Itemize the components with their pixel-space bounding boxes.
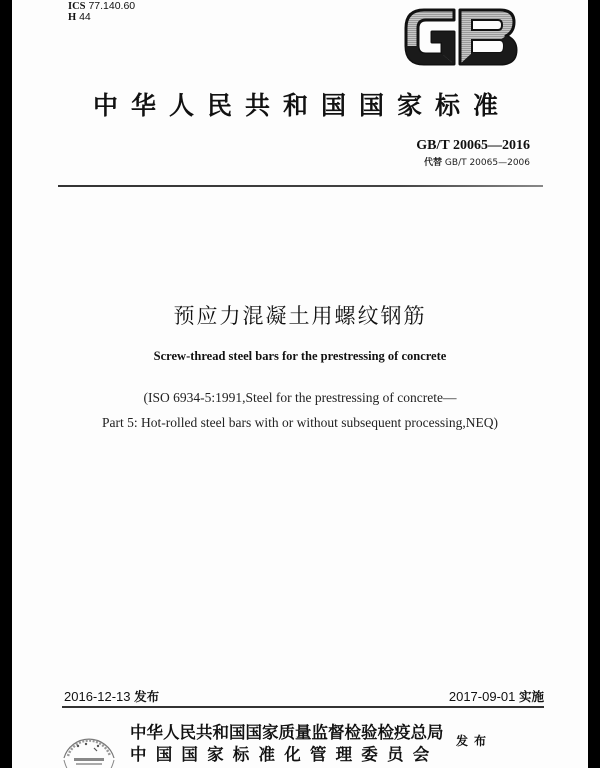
publish-date xyxy=(64,687,159,705)
header-divider xyxy=(58,185,543,187)
iso-reference-line1: (ISO 6934-5:1991,Steel for the prestressing of concrete— xyxy=(143,390,457,405)
publish-date-label: 发布 xyxy=(134,689,160,704)
gb-logo-icon xyxy=(400,6,520,68)
h-label: H xyxy=(68,12,77,23)
effective-date-label: 实施 xyxy=(518,689,544,704)
replaces-standard xyxy=(424,155,530,168)
national-standard-title: 中华人民共和国国家标准 xyxy=(92,91,511,120)
iso-reference-line2: Part 5: Hot-rolled steel bars with or without subsequent processing,NEQ) xyxy=(102,415,498,430)
document-page xyxy=(12,0,588,768)
classification-codes xyxy=(68,1,135,23)
issue-label: 发布 xyxy=(456,734,493,748)
ics-code: 77.140.60 xyxy=(88,0,136,12)
scan-artifact xyxy=(152,195,182,217)
replaces-code: GB/T 20065—2006 xyxy=(444,158,530,168)
effective-date xyxy=(449,687,544,705)
publish-date-value: 2016-12-13 xyxy=(64,689,131,704)
effective-date-value: 2017-09-01 xyxy=(448,689,516,704)
document-title-cn: 预应力混凝土用螺纹钢筋 xyxy=(173,304,427,328)
h-line xyxy=(68,12,135,23)
h-code: 44 xyxy=(79,11,91,23)
document-title-en: Screw-thread steel bars for the prestressing of concrete xyxy=(153,349,447,363)
ics-label: ICS xyxy=(68,1,86,12)
official-seal-icon xyxy=(58,718,120,768)
footer-divider xyxy=(62,706,544,708)
standard-code: GB/T 20065—2016 xyxy=(416,138,530,153)
replaces-label: 代替 xyxy=(424,158,443,168)
issuer-aqsiq: 中华人民共和国国家质量监督检验检疫总局 xyxy=(130,723,444,742)
issuer-sac: 中国国家标准化管理委员会 xyxy=(130,745,439,764)
